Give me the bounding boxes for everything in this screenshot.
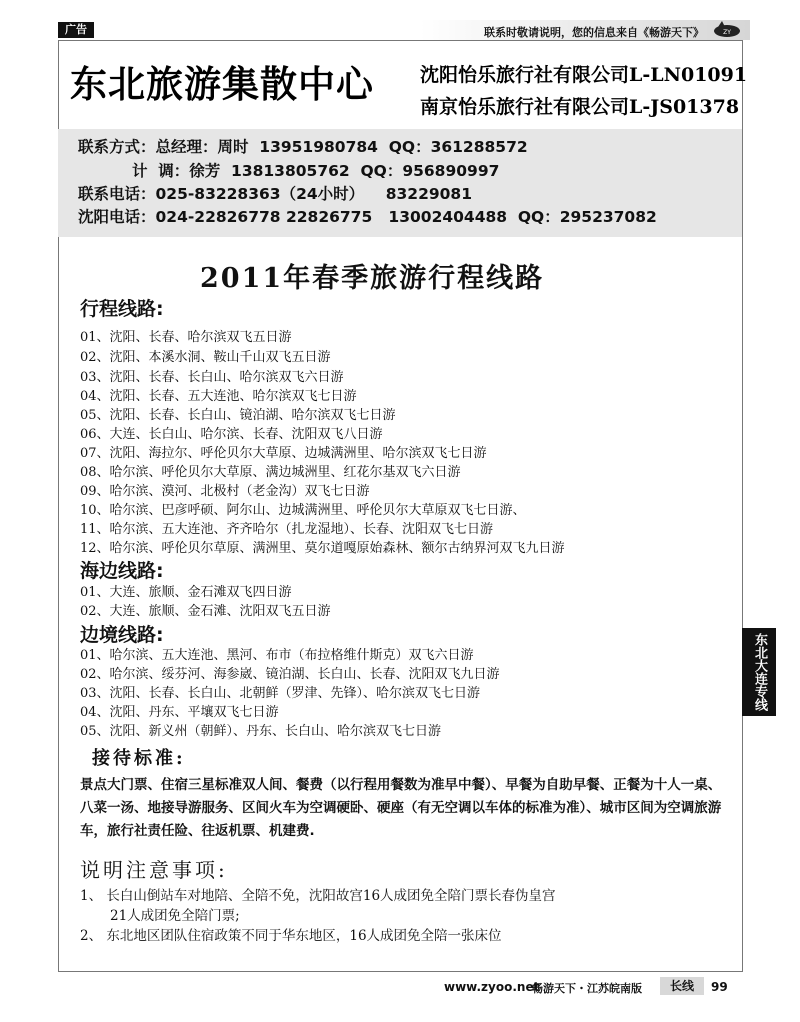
route-item: 07、沈阳、海拉尔、呼伦贝尔大草原、边城满洲里、哈尔滨双飞七日游 (80, 446, 487, 461)
route-item: 12、哈尔滨、呼伦贝尔草原、满洲里、莫尔道嘎原始森林、额尔古纳界河双飞九日游 (80, 541, 565, 556)
ad-label: 广告 (58, 22, 94, 38)
route-item: 09、哈尔滨、漠河、北极村（老金沟）双飞七日游 (80, 484, 370, 499)
route-item: 05、沈阳、新义州（朝鲜）、丹东、长白山、哈尔滨双飞七日游 (80, 724, 442, 739)
reception-heading: 接待标准: (92, 748, 186, 769)
route-item: 01、大连、旅顺、金石滩双飞四日游 (80, 585, 292, 600)
top-notice: 联系时敬请说明，您的信息来自《畅游天下》 (484, 26, 704, 39)
route-item: 03、沈阳、长春、长白山、北朝鲜（罗津、先锋）、哈尔滨双飞七日游 (80, 686, 481, 701)
route-item: 06、大连、长白山、哈尔滨、长春、沈阳双飞八日游 (80, 427, 383, 442)
contact-shenyang-phone: 沈阳电话：024-22826778 22826775 13002404488 QQ：295237082 (78, 208, 657, 226)
contact-manager: 联系方式：总经理：周时 13951980784 QQ：361288572 (78, 138, 528, 156)
schedule-title: 2011年春季旅游行程线路 (200, 263, 545, 294)
route-item: 01、哈尔滨、五大连池、黑河、布市（布拉格维什斯克）双飞六日游 (80, 648, 474, 663)
note-item: 1、 长白山倒站车对地陪、全陪不免，沈阳故宫16人成团免全陪门票长春伪皇宫 (80, 888, 556, 904)
magazine-logo-icon (712, 19, 742, 39)
note-item-continued: 21人成团免全陪门票; (110, 908, 240, 924)
page-number: 99 (711, 980, 728, 994)
company-shenyang: 沈阳怡乐旅行社有限公司L-LN01091 (420, 64, 748, 86)
route-item: 10、哈尔滨、巴彦呼硕、阿尔山、边城满洲里、呼伦贝尔大草原双飞七日游、 (80, 503, 526, 518)
footer-url[interactable]: www.zyoo.net (444, 980, 540, 994)
route-item: 02、沈阳、本溪水洞、鞍山千山双飞五日游 (80, 350, 331, 365)
border-heading: 边境线路: (80, 624, 164, 646)
side-tab: 东北大连专线 (742, 628, 776, 716)
route-item: 08、哈尔滨、呼伦贝尔大草原、满边城洲里、红花尔基双飞六日游 (80, 465, 461, 480)
svg-text:ZY: ZY (723, 29, 731, 36)
contact-phone: 联系电话：025-83228363（24小时） 83229081 (78, 185, 473, 203)
coast-heading: 海边线路: (80, 560, 164, 582)
top-bar (0, 0, 800, 40)
contact-planner: 计 调：徐芳 13813805762 QQ：956890997 (78, 162, 500, 180)
route-item: 05、沈阳、长春、长白山、镜泊湖、哈尔滨双飞七日游 (80, 408, 396, 423)
route-item: 11、哈尔滨、五大连池、齐齐哈尔（扎龙湿地）、长春、沈阳双飞七日游 (80, 522, 494, 537)
footer-magazine: 畅游天下・江苏皖南版 (532, 982, 642, 995)
agency-title: 东北旅游集散中心 (70, 63, 374, 106)
footer-badge: 长线 (660, 977, 704, 995)
company-nanjing: 南京怡乐旅行社有限公司L-JS01378 (420, 96, 740, 118)
note-item: 2、 东北地区团队住宿政策不同于华东地区，16人成团免全陪一张床位 (80, 928, 502, 944)
notes-heading: 说明注意事项: (80, 858, 228, 882)
route-item: 04、沈阳、丹东、平壤双飞七日游 (80, 705, 279, 720)
itinerary-heading: 行程线路: (80, 298, 164, 320)
route-item: 03、沈阳、长春、长白山、哈尔滨双飞六日游 (80, 370, 344, 385)
route-item: 04、沈阳、长春、五大连池、哈尔滨双飞七日游 (80, 389, 357, 404)
route-item: 02、哈尔滨、绥芬河、海参崴、镜泊湖、长白山、长春、沈阳双飞九日游 (80, 667, 500, 682)
route-item: 01、沈阳、长春、哈尔滨双飞五日游 (80, 330, 292, 345)
reception-text: 景点大门票、住宿三星标准双人间、餐费（以行程用餐数为准早中餐）、早餐为自助早餐、正餐为十人一桌、八菜一汤、地接导游服务、区间火车为空调硬卧、硬座（有无空调以车体的标准为准）、城市区间为空调旅游车，旅行社责任险、往返机票、机建费. (80, 777, 722, 839)
route-item: 02、大连、旅顺、金石滩、沈阳双飞五日游 (80, 604, 331, 619)
